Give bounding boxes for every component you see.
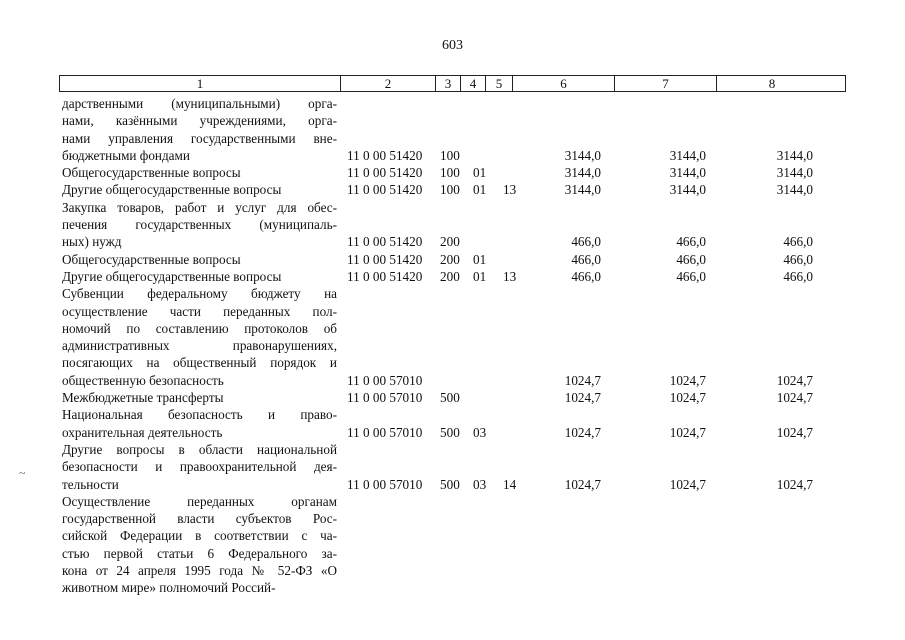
table-row [59, 95, 846, 164]
table-row [59, 493, 846, 597]
header-col-5: 5 [485, 76, 512, 91]
row-code: 11 0 00 51420 [347, 268, 423, 284]
description-line: безопасности и правоохранительной дея- [62, 459, 337, 475]
row-expense-type: 500 [440, 390, 460, 406]
description-line: стью первой статьи 6 Федерального за- [62, 545, 337, 561]
row-section: 01 [473, 251, 487, 267]
description-line: нами, казёнными учреждениями, орга- [62, 113, 337, 129]
row-subsection: 13 [503, 268, 517, 284]
row-amount-col-6: 466,0 [571, 268, 601, 284]
page-number: 603 [442, 38, 463, 53]
description-line: животном мире» полномочий Россий- [62, 580, 276, 596]
row-amount-col-8: 1024,7 [776, 372, 813, 388]
row-amount-col-7: 3144,0 [669, 182, 706, 198]
row-description [59, 164, 339, 181]
row-description [59, 181, 339, 198]
description-line: Общегосударственные вопросы [62, 165, 241, 181]
table-row [59, 268, 846, 285]
row-description [59, 268, 339, 285]
description-line: охранительная деятельность [62, 424, 223, 440]
table-body [59, 92, 846, 597]
row-amount-col-7: 466,0 [676, 251, 706, 267]
table-row [59, 406, 846, 441]
description-line: административных правонарушениях, [62, 338, 337, 354]
row-code: 11 0 00 57010 [347, 372, 423, 388]
row-code: 11 0 00 51420 [347, 147, 423, 163]
row-amount-col-8: 466,0 [783, 234, 813, 250]
row-description [59, 441, 339, 493]
row-description [59, 406, 339, 441]
table-row [59, 199, 846, 251]
row-amount-col-6: 1024,7 [564, 372, 601, 388]
row-amount-col-7: 1024,7 [669, 424, 706, 440]
table-row [59, 441, 846, 493]
row-subsection: 13 [503, 182, 517, 198]
description-line: тельности [62, 476, 119, 492]
row-amount-col-6: 1024,7 [564, 476, 601, 492]
row-amount-col-6: 3144,0 [564, 182, 601, 198]
row-amount-col-8: 3144,0 [776, 165, 813, 181]
row-expense-type: 500 [440, 424, 460, 440]
row-section: 01 [473, 268, 487, 284]
table-row [59, 285, 846, 389]
header-col-8: 8 [716, 76, 827, 91]
row-expense-type: 500 [440, 476, 460, 492]
row-amount-col-8: 1024,7 [776, 424, 813, 440]
row-amount-col-7: 3144,0 [669, 165, 706, 181]
description-line: сийской Федерации в соответствии с ча- [62, 528, 337, 544]
row-expense-type: 200 [440, 234, 460, 250]
description-line: дарственными (муниципальными) орга- [62, 96, 337, 111]
row-amount-col-7: 3144,0 [669, 147, 706, 163]
description-line: Другие вопросы в области национальной [62, 441, 337, 457]
table-row [59, 181, 846, 198]
row-description [59, 251, 339, 268]
budget-table [59, 75, 846, 597]
row-amount-col-7: 466,0 [676, 234, 706, 250]
row-amount-col-8: 466,0 [783, 268, 813, 284]
description-line: номочий по составлению протоколов об [62, 320, 337, 336]
row-amount-col-7: 466,0 [676, 268, 706, 284]
description-line: посягающих на общественный порядок и [62, 355, 337, 371]
description-line: Закупка товаров, работ и услуг для обес- [62, 199, 337, 215]
row-amount-col-7: 1024,7 [669, 372, 706, 388]
row-amount-col-8: 3144,0 [776, 147, 813, 163]
description-line: Межбюджетные трансферты [62, 390, 224, 406]
table-row [59, 389, 846, 406]
header-col-7: 7 [614, 76, 716, 91]
row-code: 11 0 00 57010 [347, 424, 423, 440]
row-code: 11 0 00 57010 [347, 390, 423, 406]
row-amount-col-8: 466,0 [783, 251, 813, 267]
table-header-row [59, 75, 846, 92]
row-description [59, 389, 339, 406]
row-description [59, 95, 339, 164]
row-description [59, 199, 339, 251]
description-line: Субвенции федеральному бюджету на [62, 286, 337, 302]
description-line: печения государственных (муниципаль- [62, 217, 337, 233]
row-amount-col-6: 466,0 [571, 251, 601, 267]
row-code: 11 0 00 51420 [347, 182, 423, 198]
row-code: 11 0 00 57010 [347, 476, 423, 492]
table-row [59, 164, 846, 181]
row-amount-col-8: 3144,0 [776, 182, 813, 198]
row-amount-col-7: 1024,7 [669, 476, 706, 492]
header-col-6: 6 [512, 76, 614, 91]
description-line: государственной власти субъектов Рос- [62, 511, 337, 527]
row-expense-type: 100 [440, 147, 460, 163]
table-row [59, 251, 846, 268]
row-subsection: 14 [503, 476, 517, 492]
row-amount-col-6: 3144,0 [564, 147, 601, 163]
row-amount-col-6: 1024,7 [564, 424, 601, 440]
header-col-1: 1 [196, 76, 204, 91]
row-expense-type: 200 [440, 268, 460, 284]
description-line: нами управления государственными вне- [62, 130, 337, 146]
margin-mark: ~ [19, 466, 26, 480]
description-line: осуществление части переданных пол- [62, 303, 337, 319]
row-amount-col-8: 1024,7 [776, 390, 813, 406]
header-col-2: 2 [340, 76, 435, 91]
row-amount-col-7: 1024,7 [669, 390, 706, 406]
description-line: Другие общегосударственные вопросы [62, 268, 282, 284]
header-col-4: 4 [460, 76, 485, 91]
row-section: 03 [473, 476, 487, 492]
row-section: 01 [473, 182, 487, 198]
description-line: общественную безопасность [62, 372, 224, 388]
description-line: ных) нужд [62, 234, 122, 250]
description-line: Осуществление переданных органам [62, 493, 337, 509]
description-line: Национальная безопасность и право- [62, 407, 337, 423]
row-expense-type: 100 [440, 165, 460, 181]
row-section: 03 [473, 424, 487, 440]
row-expense-type: 200 [440, 251, 460, 267]
row-amount-col-8: 1024,7 [776, 476, 813, 492]
row-description [59, 285, 339, 389]
description-line: бюджетными фондами [62, 147, 190, 163]
description-line: Общегосударственные вопросы [62, 251, 241, 267]
row-amount-col-6: 1024,7 [564, 390, 601, 406]
row-code: 11 0 00 51420 [347, 165, 423, 181]
row-description [59, 493, 339, 597]
row-amount-col-6: 3144,0 [564, 165, 601, 181]
row-code: 11 0 00 51420 [347, 251, 423, 267]
row-expense-type: 100 [440, 182, 460, 198]
row-section: 01 [473, 165, 487, 181]
description-line: кона от 24 апреля 1995 года № 52-ФЗ «О [62, 563, 337, 579]
header-col-3: 3 [435, 76, 460, 91]
description-line: Другие общегосударственные вопросы [62, 182, 282, 198]
row-code: 11 0 00 51420 [347, 234, 423, 250]
row-amount-col-6: 466,0 [571, 234, 601, 250]
